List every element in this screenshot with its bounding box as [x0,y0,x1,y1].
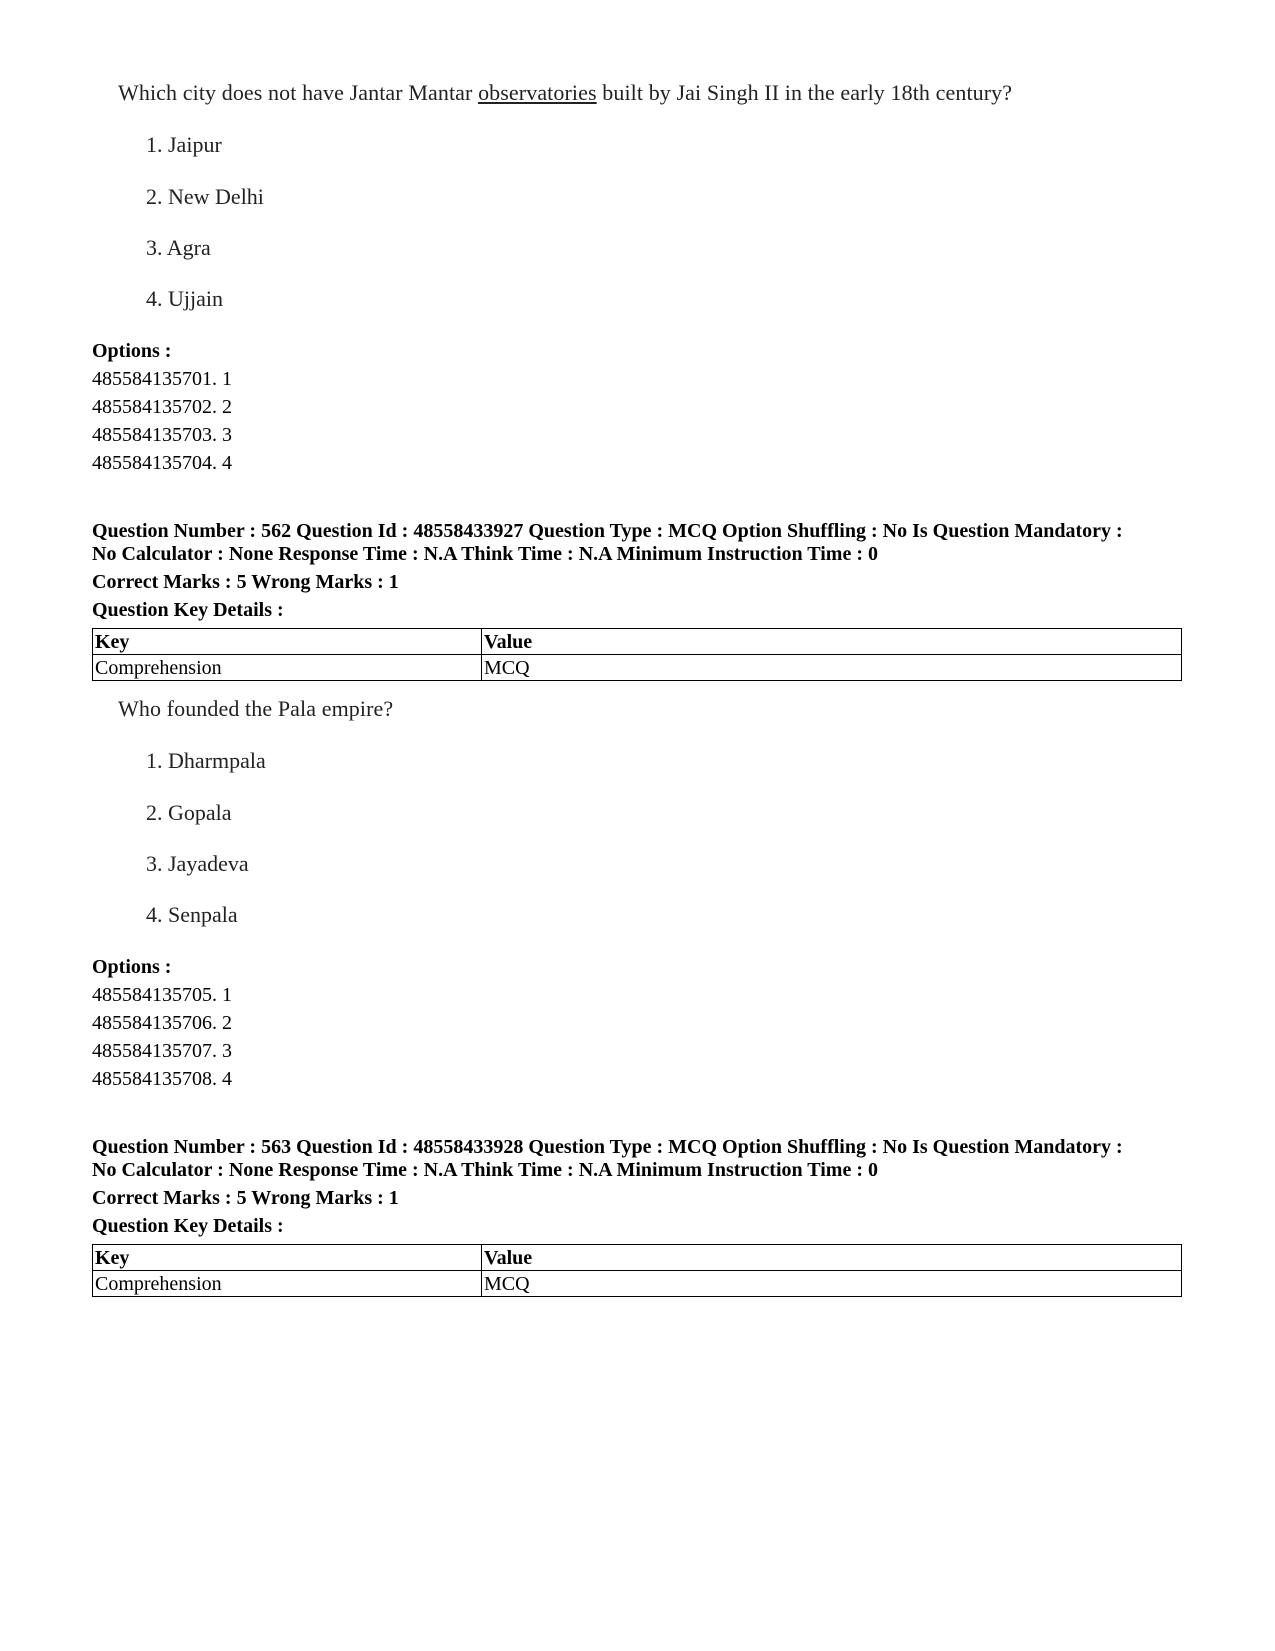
option-line: 485584135703. 3 [92,424,232,446]
option-line: 485584135706. 2 [92,1012,232,1034]
question-text [118,80,1012,106]
question-meta-line: Question Number : 563 Question Id : 48558433928 Question Type : MCQ Option Shuffling : No Is Question Mandatory : [92,1136,1123,1158]
choice-item: 1. Jaipur [146,132,222,157]
table-cell: Comprehension [93,655,482,681]
table-row [93,655,1182,681]
table-cell: MCQ [482,655,1182,681]
table-header-value: Value [482,629,1182,655]
key-details-heading: Question Key Details : [92,599,284,621]
choice-item: 3. Agra [146,235,211,260]
table-cell: Comprehension [93,1271,482,1297]
table-header-key: Key [93,629,482,655]
option-line: 485584135704. 4 [92,452,232,474]
key-details-table [92,628,1182,681]
choice-item: 2. Gopala [146,800,232,825]
choice-item: 2. New Delhi [146,184,264,209]
choice-item: 3. Jayadeva [146,851,249,876]
option-line: 485584135707. 3 [92,1040,232,1062]
question-text-underlined: observatories [478,80,597,105]
question-text-part: Which city does not have Jantar Mantar [118,80,479,105]
options-heading: Options : [92,956,172,978]
options-heading: Options : [92,340,172,362]
question-text-part: built by Jai Singh II in the early 18th century? [596,80,1013,105]
key-details-heading: Question Key Details : [92,1215,284,1237]
choice-item: 1. Dharmpala [146,748,266,773]
question-meta-line: No Calculator : None Response Time : N.A Think Time : N.A Minimum Instruction Time : 0 [92,543,878,565]
option-line: 485584135705. 1 [92,984,232,1006]
question-meta-line: No Calculator : None Response Time : N.A Think Time : N.A Minimum Instruction Time : 0 [92,1159,878,1181]
question-text: Who founded the Pala empire? [118,696,394,721]
table-header-key: Key [93,1245,482,1271]
option-line: 485584135708. 4 [92,1068,232,1090]
option-line: 485584135701. 1 [92,368,232,390]
marks-line: Correct Marks : 5 Wrong Marks : 1 [92,571,399,593]
table-row [93,1271,1182,1297]
table-header-row [93,629,1182,655]
choice-item: 4. Senpala [146,902,238,927]
key-details-table [92,1244,1182,1297]
choice-item: 4. Ujjain [146,286,223,311]
table-cell: MCQ [482,1271,1182,1297]
table-header-value: Value [482,1245,1182,1271]
option-line: 485584135702. 2 [92,396,232,418]
marks-line: Correct Marks : 5 Wrong Marks : 1 [92,1187,399,1209]
question-meta-line: Question Number : 562 Question Id : 48558433927 Question Type : MCQ Option Shuffling : No Is Question Mandatory : [92,520,1123,542]
table-header-row [93,1245,1182,1271]
